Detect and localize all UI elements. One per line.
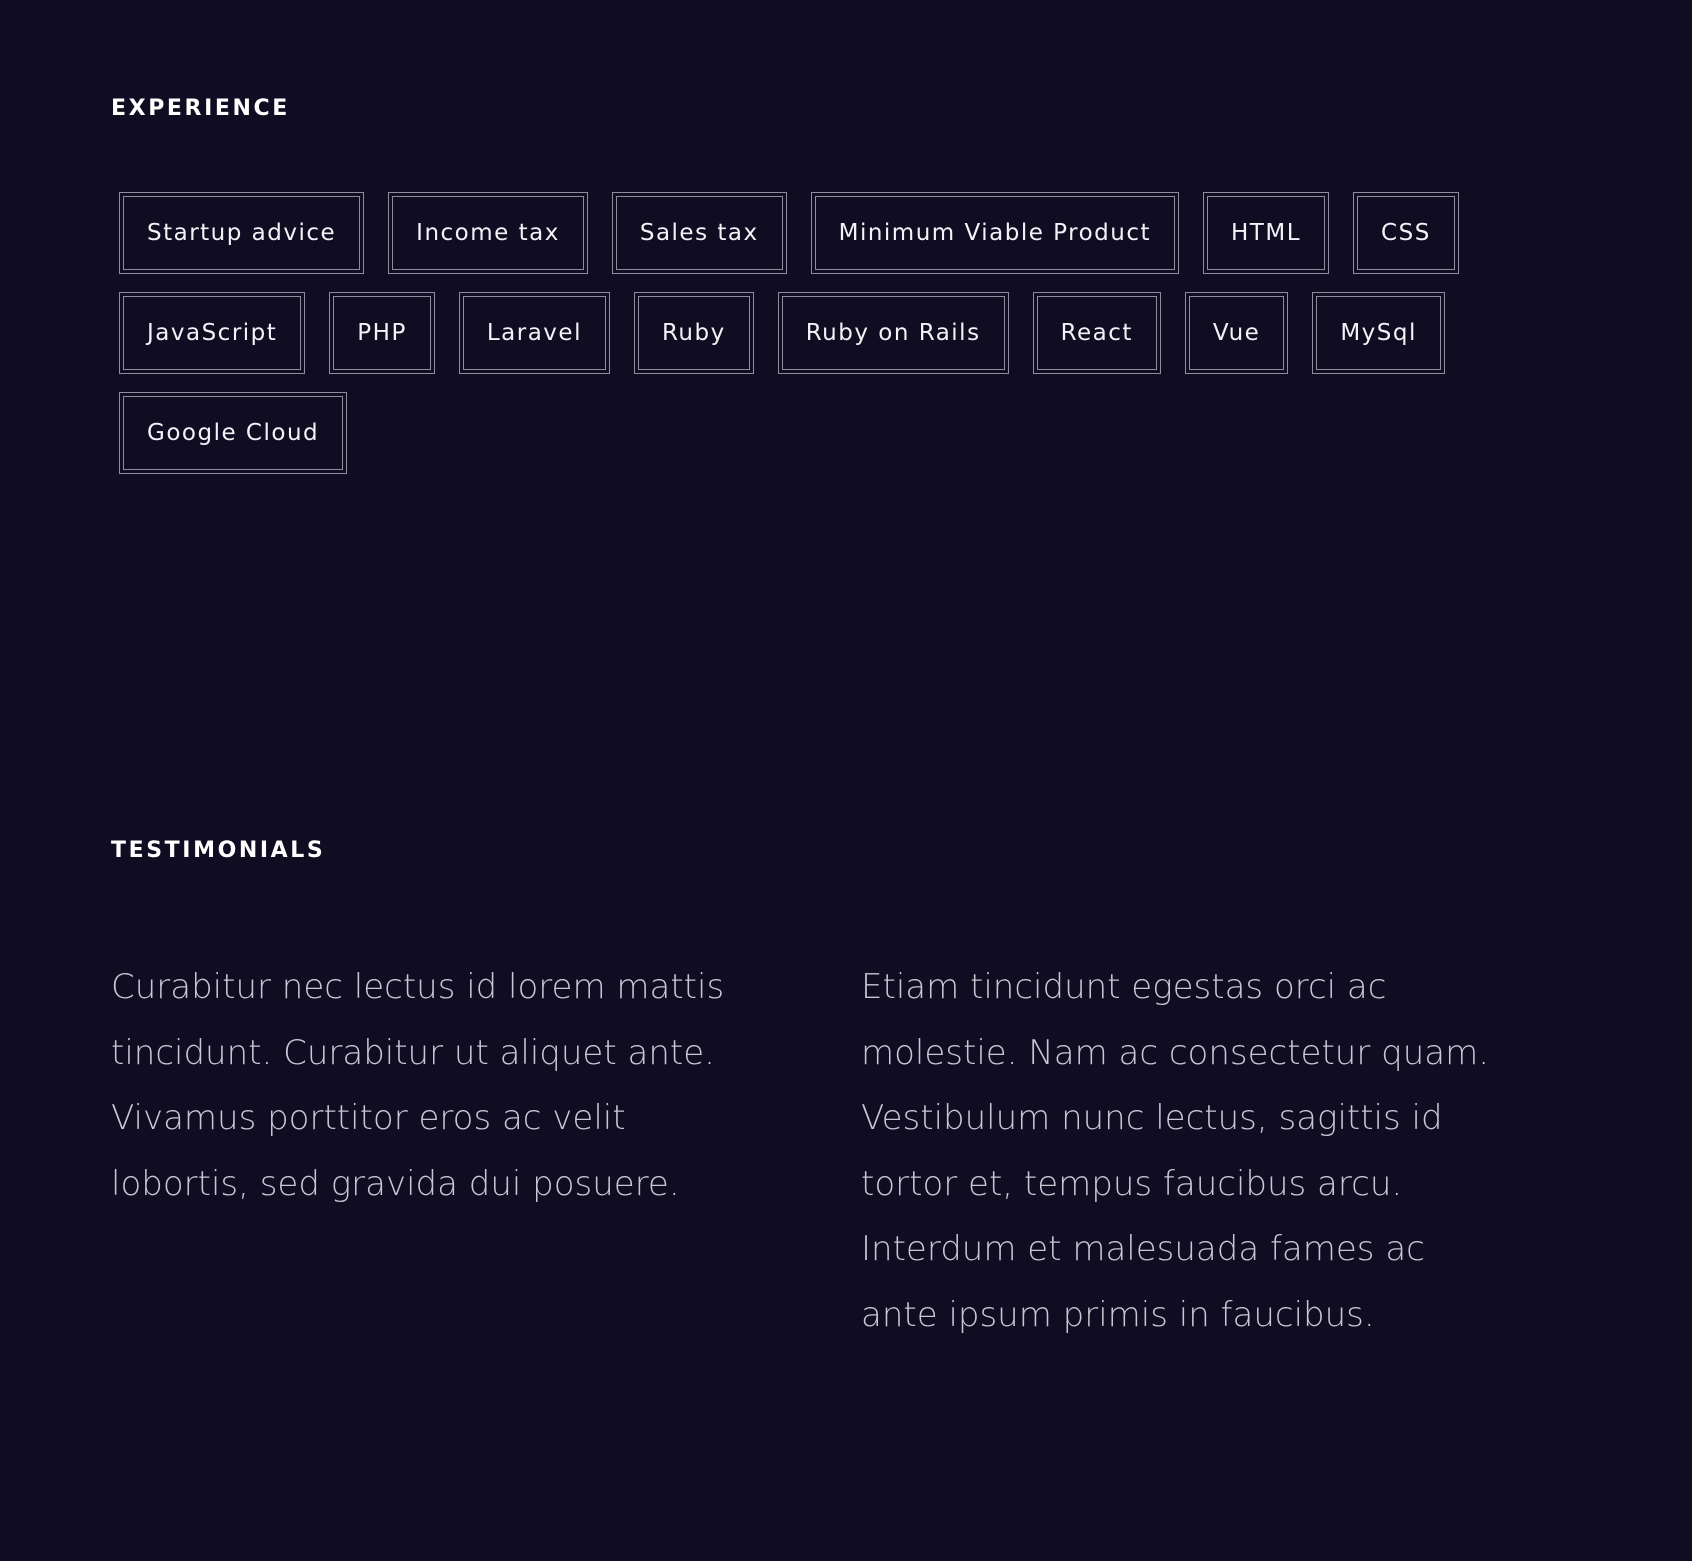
experience-tag-list	[119, 192, 1539, 474]
experience-heading: EXPERIENCE	[111, 96, 290, 121]
tag-income-tax[interactable]: Income tax	[388, 192, 588, 274]
tag-minimum-viable-product[interactable]: Minimum Viable Product	[811, 192, 1179, 274]
tag-vue[interactable]: Vue	[1185, 292, 1288, 374]
tag-google-cloud[interactable]: Google Cloud	[119, 392, 347, 474]
tag-laravel[interactable]: Laravel	[459, 292, 610, 374]
testimonials-list	[111, 955, 1511, 1348]
tag-css[interactable]: CSS	[1353, 192, 1459, 274]
tag-javascript[interactable]: JavaScript	[119, 292, 305, 374]
tag-react[interactable]: React	[1033, 292, 1161, 374]
tag-php[interactable]: PHP	[329, 292, 435, 374]
testimonial-text: Etiam tincidunt egestas orci ac molestie. Nam ac consectetur quam. Vestibulum nunc lectus, sagittis id tortor et, tempus faucibus arcu. Interdum et malesuada fames ac ante ipsum primis in faucibus.	[861, 967, 1490, 1335]
tag-html[interactable]: HTML	[1203, 192, 1329, 274]
tag-sales-tax[interactable]: Sales tax	[612, 192, 787, 274]
tag-startup-advice[interactable]: Startup advice	[119, 192, 364, 274]
tag-mysql[interactable]: MySql	[1312, 292, 1445, 374]
tag-ruby[interactable]: Ruby	[634, 292, 754, 374]
testimonial-text: Curabitur nec lectus id lorem mattis tincidunt. Curabitur ut aliquet ante. Vivamus porttitor eros ac velit lobortis, sed gravida dui posuere.	[111, 967, 725, 1204]
tag-ruby-on-rails[interactable]: Ruby on Rails	[778, 292, 1009, 374]
testimonials-heading: TESTIMONIALS	[111, 838, 326, 863]
